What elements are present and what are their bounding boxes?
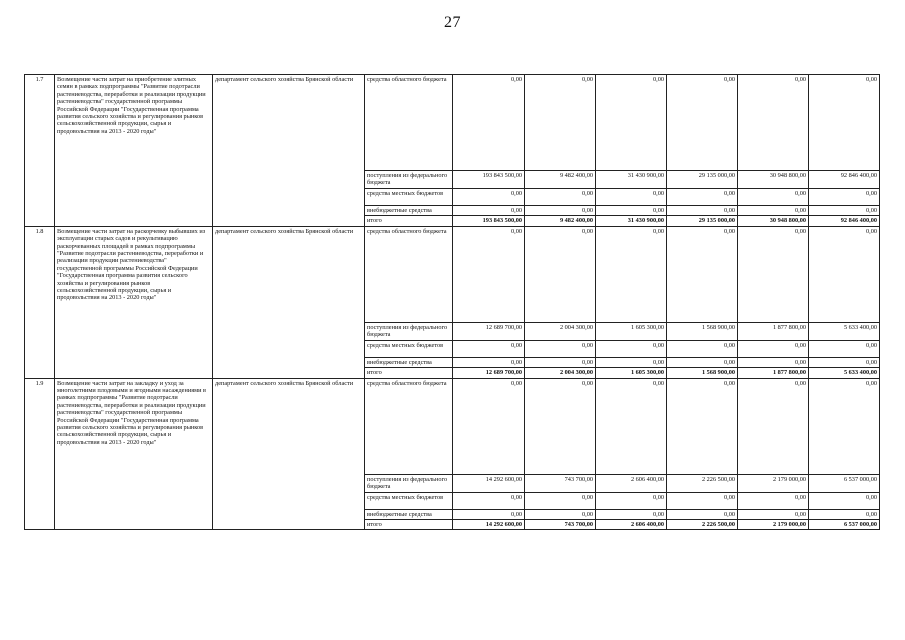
amount-cell: 0,00 <box>738 189 809 206</box>
amount-cell: 0,00 <box>453 226 525 322</box>
amount-cell: 1 605 300,00 <box>596 322 667 340</box>
amount-cell: 0,00 <box>809 340 880 357</box>
amount-cell: 6 537 000,00 <box>809 520 880 530</box>
amount-cell: 92 846 400,00 <box>809 216 880 226</box>
amount-cell: 0,00 <box>738 378 809 474</box>
amount-cell: 2 606 400,00 <box>596 474 667 492</box>
amount-cell: 0,00 <box>738 340 809 357</box>
amount-cell: 0,00 <box>738 509 809 519</box>
amount-cell: 29 135 000,00 <box>667 216 738 226</box>
amount-cell: 0,00 <box>809 492 880 509</box>
budget-table <box>24 74 880 530</box>
amount-cell: 0,00 <box>596 378 667 474</box>
funding-source: средства областного бюджета <box>365 378 453 474</box>
funding-source: внебюджетные средства <box>365 206 453 216</box>
amount-cell: 1 877 800,00 <box>738 322 809 340</box>
amount-cell: 5 633 400,00 <box>809 368 880 378</box>
amount-cell: 0,00 <box>667 206 738 216</box>
amount-cell: 0,00 <box>596 509 667 519</box>
amount-cell: 0,00 <box>525 189 596 206</box>
amount-cell: 1 877 800,00 <box>738 368 809 378</box>
amount-cell: 9 482 400,00 <box>525 216 596 226</box>
page-number: 27 <box>444 14 461 31</box>
amount-cell: 0,00 <box>596 226 667 322</box>
amount-cell: 92 846 400,00 <box>809 171 880 189</box>
amount-cell: 0,00 <box>667 226 738 322</box>
amount-cell: 31 430 900,00 <box>596 171 667 189</box>
amount-cell: 0,00 <box>525 75 596 171</box>
amount-cell: 14 292 600,00 <box>453 474 525 492</box>
funding-source: средства областного бюджета <box>365 75 453 171</box>
amount-cell: 0,00 <box>453 206 525 216</box>
amount-cell: 1 568 900,00 <box>667 322 738 340</box>
amount-cell: 0,00 <box>667 189 738 206</box>
amount-cell: 0,00 <box>525 226 596 322</box>
item-number: 1.7 <box>25 75 55 227</box>
responsible-executor: департамент сельского хозяйства Брянской области <box>213 75 365 227</box>
amount-cell: 0,00 <box>525 357 596 367</box>
amount-cell: 12 689 700,00 <box>453 322 525 340</box>
amount-cell: 0,00 <box>809 206 880 216</box>
table-row <box>25 226 880 322</box>
amount-cell: 0,00 <box>453 378 525 474</box>
amount-cell: 0,00 <box>809 509 880 519</box>
amount-cell: 743 700,00 <box>525 520 596 530</box>
funding-source: поступления из федерального бюджета <box>365 474 453 492</box>
amount-cell: 0,00 <box>453 492 525 509</box>
amount-cell: 0,00 <box>738 226 809 322</box>
amount-cell: 2 004 300,00 <box>525 322 596 340</box>
amount-cell: 0,00 <box>453 340 525 357</box>
funding-source: поступления из федерального бюджета <box>365 171 453 189</box>
amount-cell: 2 606 400,00 <box>596 520 667 530</box>
amount-cell: 0,00 <box>596 492 667 509</box>
amount-cell: 0,00 <box>667 509 738 519</box>
amount-cell: 2 179 000,00 <box>738 474 809 492</box>
amount-cell: 0,00 <box>809 75 880 171</box>
funding-source: внебюджетные средства <box>365 357 453 367</box>
amount-cell: 0,00 <box>596 206 667 216</box>
item-number: 1.8 <box>25 226 55 378</box>
amount-cell: 0,00 <box>453 75 525 171</box>
amount-cell: 2 004 300,00 <box>525 368 596 378</box>
amount-cell: 0,00 <box>809 357 880 367</box>
amount-cell: 9 482 400,00 <box>525 171 596 189</box>
measure-description: Возмещение части затрат на закладку и уход за многолетними плодовыми и ягодными насаждениями в рамках подпрограммы "Развитие подотрасли растениеводства, переработки и реализации продукции растениеводства" государственной программы Российской Федерации "Государственная программа развития сельского хозяйства и регулирования рынков сельскохозяйственной продукции, сырья и продовольствия на 2013 - 2020 годы" <box>55 378 213 530</box>
amount-cell: 0,00 <box>809 378 880 474</box>
amount-cell: 0,00 <box>667 75 738 171</box>
table-row <box>25 75 880 171</box>
amount-cell: 31 430 900,00 <box>596 216 667 226</box>
amount-cell: 0,00 <box>453 189 525 206</box>
funding-source: итого <box>365 216 453 226</box>
amount-cell: 0,00 <box>667 340 738 357</box>
amount-cell: 0,00 <box>667 357 738 367</box>
funding-source: средства местных бюджетов <box>365 189 453 206</box>
amount-cell: 1 568 900,00 <box>667 368 738 378</box>
item-number: 1.9 <box>25 378 55 530</box>
responsible-executor: департамент сельского хозяйства Брянской области <box>213 226 365 378</box>
funding-source: средства областного бюджета <box>365 226 453 322</box>
amount-cell: 0,00 <box>667 378 738 474</box>
funding-source: внебюджетные средства <box>365 509 453 519</box>
funding-source: средства местных бюджетов <box>365 340 453 357</box>
funding-source: итого <box>365 520 453 530</box>
amount-cell: 2 226 500,00 <box>667 474 738 492</box>
amount-cell: 0,00 <box>525 509 596 519</box>
amount-cell: 0,00 <box>596 357 667 367</box>
amount-cell: 0,00 <box>596 340 667 357</box>
funding-source: поступления из федерального бюджета <box>365 322 453 340</box>
amount-cell: 0,00 <box>453 357 525 367</box>
amount-cell: 6 537 000,00 <box>809 474 880 492</box>
amount-cell: 0,00 <box>738 206 809 216</box>
amount-cell: 0,00 <box>596 189 667 206</box>
amount-cell: 0,00 <box>809 226 880 322</box>
amount-cell: 0,00 <box>525 340 596 357</box>
responsible-executor: департамент сельского хозяйства Брянской области <box>213 378 365 530</box>
funding-source: средства местных бюджетов <box>365 492 453 509</box>
amount-cell: 743 700,00 <box>525 474 596 492</box>
amount-cell: 29 135 000,00 <box>667 171 738 189</box>
amount-cell: 5 633 400,00 <box>809 322 880 340</box>
table-row <box>25 378 880 474</box>
amount-cell: 193 843 500,00 <box>453 216 525 226</box>
amount-cell: 0,00 <box>738 357 809 367</box>
amount-cell: 0,00 <box>809 189 880 206</box>
amount-cell: 0,00 <box>525 378 596 474</box>
amount-cell: 2 179 000,00 <box>738 520 809 530</box>
measure-description: Возмещение части затрат на приобретение элитных семян в рамках подпрограммы "Развитие подотрасли растениеводства, переработки и реализации продукции растениеводства" государственной программы Российской Федерации "Государственная программа развития сельского хозяйства и регулирования рынков сельскохозяйственной продукции, сырья и продовольствия на 2013 - 2020 годы" <box>55 75 213 227</box>
amount-cell: 193 843 500,00 <box>453 171 525 189</box>
amount-cell: 2 226 500,00 <box>667 520 738 530</box>
amount-cell: 0,00 <box>667 492 738 509</box>
amount-cell: 30 948 800,00 <box>738 216 809 226</box>
amount-cell: 0,00 <box>738 492 809 509</box>
measure-description: Возмещение части затрат на раскорчевку выбывших из эксплуатации старых садов и рекультивацию раскорчеванных площадей в рамках подпрограммы "Развитие подотрасли растениеводства, переработки и реализации продукции растениеводства" государственной программы Российской Федерации "Государственная программа развития сельского хозяйства и регулирования рынков сельскохозяйственной продукции, сырья и продовольствия на 2013 - 2020 годы" <box>55 226 213 378</box>
amount-cell: 0,00 <box>525 492 596 509</box>
amount-cell: 0,00 <box>525 206 596 216</box>
amount-cell: 0,00 <box>453 509 525 519</box>
amount-cell: 12 689 700,00 <box>453 368 525 378</box>
funding-source: итого <box>365 368 453 378</box>
amount-cell: 0,00 <box>738 75 809 171</box>
amount-cell: 30 948 800,00 <box>738 171 809 189</box>
amount-cell: 14 292 600,00 <box>453 520 525 530</box>
amount-cell: 0,00 <box>596 75 667 171</box>
amount-cell: 1 605 300,00 <box>596 368 667 378</box>
